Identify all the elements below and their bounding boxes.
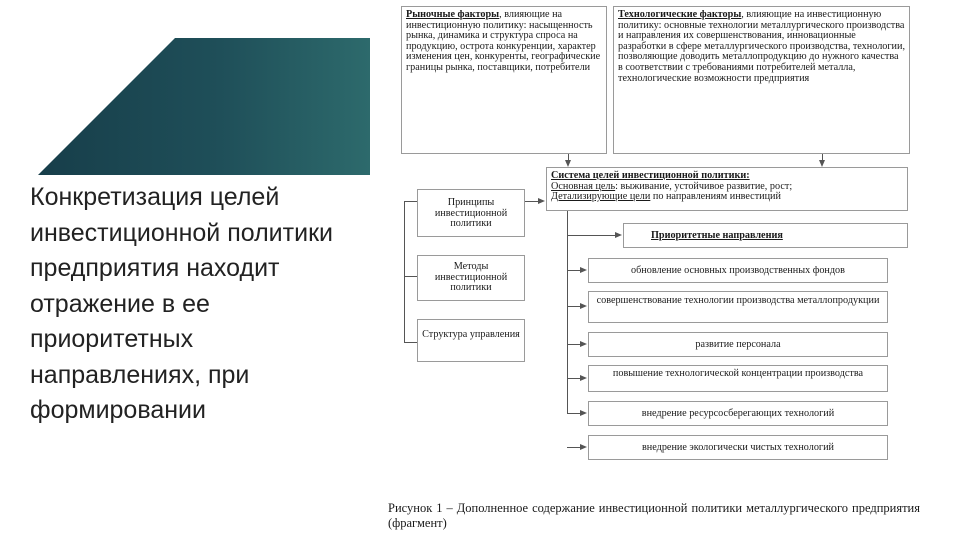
priority-item [588,258,888,283]
arrow-right [580,410,587,416]
connector [567,344,580,345]
connector [567,413,580,414]
connector [404,342,417,343]
main-goal-text: : выживание, устойчивое развитие, рост; [615,180,793,192]
accent-banner [38,38,370,175]
priority-item [588,435,888,460]
priority-item [588,332,888,357]
priority-item-label: совершенствование технологии производства металлопродукции [596,295,880,306]
detail-goals-line [551,192,903,203]
slide-body-text: Конкретизация целей инвестиционной политики предприятия находит отражение в ее приоритетных направлениях, при формировании [30,183,333,424]
priorities-heading-box [623,223,908,248]
methods-box [417,255,525,301]
connector [567,378,580,379]
main-goal-label: Основная цель [551,180,616,192]
priority-item [588,401,888,426]
banner-corner-cut [38,38,175,175]
priority-item [588,365,888,392]
tech-factors-heading: Технологические факторы [618,9,742,20]
connector [567,447,580,448]
market-factors-box [401,6,607,154]
connector [567,211,568,414]
arrow-right [580,444,587,450]
arrow-down [565,160,571,167]
tech-factors-text: , влияющие на инвестиционную политику: основные технологии металлургического производства и направления их совершенствования, инновационные разработки в сфере металлургического производства, технологии, позволяющие доводить металлопродукцию до нужного качества в соответствии с требованиями потребителей металла, технологические возможности предприятия [618,9,905,84]
management-structure-box [417,319,525,362]
arrow-right [615,232,622,238]
methods-label: Методы инвестиционной политики [434,261,508,294]
management-structure-label: Структура управления [422,329,520,340]
priority-item [588,291,888,323]
connector [567,270,580,271]
principles-label: Принципы инвестиционной политики [434,197,508,230]
arrow-right [580,341,587,347]
priority-item-label: повышение технологической концентрации производства [612,368,864,379]
goals-system-box [546,167,908,211]
market-factors-text: , влияющие на инвестиционную политику: насыщенность рынка, динамика и структура спроса на продукцию, острота конкуренции, характер изменения цен, конкуренты, географические границы рынка, поставщики, потребители [406,9,601,73]
principles-box [417,189,525,237]
arrow-right [580,267,587,273]
diagram-figure [380,0,960,540]
connector [567,306,580,307]
priority-item-label: развитие персонала [695,339,781,350]
connector [404,201,405,343]
priority-item-label: обновление основных производственных фондов [631,265,845,276]
arrow-right [580,375,587,381]
connector [404,276,417,277]
priorities-heading: Приоритетные направления [651,230,783,241]
tech-factors-box [613,6,910,154]
goals-system-heading: Система целей инвестиционной политики: [551,170,750,181]
figure-caption: Рисунок 1 – Дополненное содержание инвестиционной политики металлургического предприятия (фрагмент) [388,501,920,530]
priority-item-label: внедрение ресурсосберегающих технологий [641,408,835,419]
arrow-down [819,160,825,167]
connector [567,235,615,236]
arrow-right [538,198,545,204]
detail-goals-text: по направлениям инвестиций [650,191,781,203]
detail-goals-label: Детализирующие цели [551,191,651,203]
arrow-right [580,303,587,309]
priority-item-label: внедрение экологически чистых технологий [642,442,834,453]
market-factors-heading: Рыночные факторы [406,9,500,20]
